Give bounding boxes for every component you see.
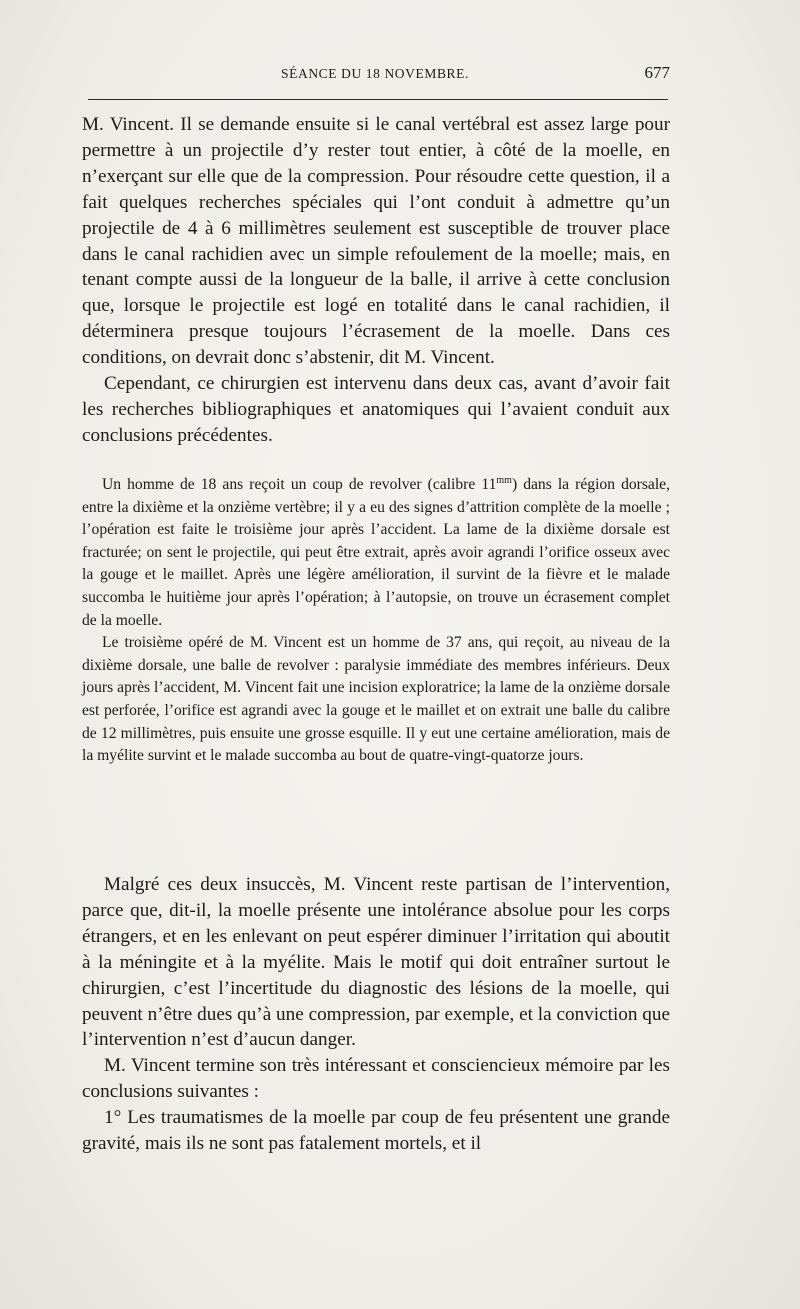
case-report-first — [82, 474, 670, 632]
running-title: SÉANCE DU 18 NOVEMBRE. — [281, 66, 469, 81]
paragraph-conclusions-intro: M. Vincent termine son très intéressant et consciencieux mémoire par les conclusions suivantes : — [82, 1055, 670, 1103]
page-header — [80, 62, 670, 90]
case-one-text-start: Un homme de 18 ans reçoit un coup de revolver (calibre 11 — [102, 476, 497, 493]
case-reports — [82, 474, 670, 768]
header-rule — [88, 99, 668, 100]
page-number: 677 — [644, 63, 670, 82]
calibre-unit: mm — [496, 475, 512, 486]
paragraph-two-cases: Cependant, ce chirurgien est intervenu dans deux cas, avant d’avoir fait les recherches bibliographiques et anatomiques qui l’avaient conduit aux conclusions précédentes. — [82, 373, 670, 446]
case-report-second: Le troisième opéré de M. Vincent est un homme de 37 ans, qui reçoit, au niveau de la dixième dorsale, une balle de revolver : paralysie immédiate des membres inférieurs. Deux jours après l’accident, M. Vincent fait une incision exploratrice; la lame de la onzième dorsale est perforée, l’orifice est agrandi avec la gouge et le maillet et on extrait une balle du calibre de 12 millimètres, puis ensuite une grosse esquille. Il y eut une certaine amélioration, mais de la myélite survint et le malade succomba au bout de quatre-vingt-quatorze jours. — [82, 634, 670, 765]
case-one-text-end: ) dans la région dorsale, entre la dixième et la onzième vertèbre; il y a eu des signes d’attrition complète de la moelle ; l’opération est faite le troisième jour après l’accident. La lame de la dixième dorsale est fracturée; on sent le projectile, qui peut être extrait, après avoir agrandi l’orifice osseux avec la gouge et le maillet. Après une légère amélioration, il survint de la fièvre et le malade succomba le huitième jour après l’opération; à l’autopsie, on trouve un écrasement complet de la moelle. — [82, 476, 671, 629]
paragraph-partisan: Malgré ces deux insuccès, M. Vincent reste partisan de l’intervention, parce que, dit-il, la moelle présente une intolérance absolue pour les corps étrangers, et en les enlevant on peut espérer diminuer l’irritation qui aboutit à la méningite et à la myélite. Mais le motif qui doit entraîner surtout le chirurgien, c’est l’incertitude du diagnostic des lésions de la moelle, qui peuvent n’être dues qu’à une compression, par exemple, et la conviction que l’intervention n’est d’aucun danger. — [82, 874, 670, 1051]
paragraph-conclusion-one: 1° Les traumatismes de la moelle par coup de feu présentent une grande gravité, mais ils ne sont pas fatalement mortels, et il — [82, 1107, 670, 1155]
paragraph-vincent-question: M. Vincent. Il se demande ensuite si le canal vertébral est assez large pour permettre à un projectile d’y rester tout entier, à côté de la moelle, en n’exerçant sur elle que de la compression. Pour résoudre cette question, il a fait quelques recherches spéciales qui l’ont conduit à admettre qu’un projectile de 4 à 6 millimètres seulement est susceptible de trouver place dans le canal rachidien avec un simple refoulement de la moelle; mais, en tenant compte aussi de la longueur de la balle, il arrive à cette conclusion que, lorsque le projectile est logé en totalité dans le canal rachidien, il déterminera presque toujours l’écrasement de la moelle. Dans ces conditions, on devrait donc s’abstenir, dit M. Vincent. — [82, 114, 670, 369]
main-text-bottom — [82, 872, 670, 1157]
main-text-top — [82, 112, 670, 449]
